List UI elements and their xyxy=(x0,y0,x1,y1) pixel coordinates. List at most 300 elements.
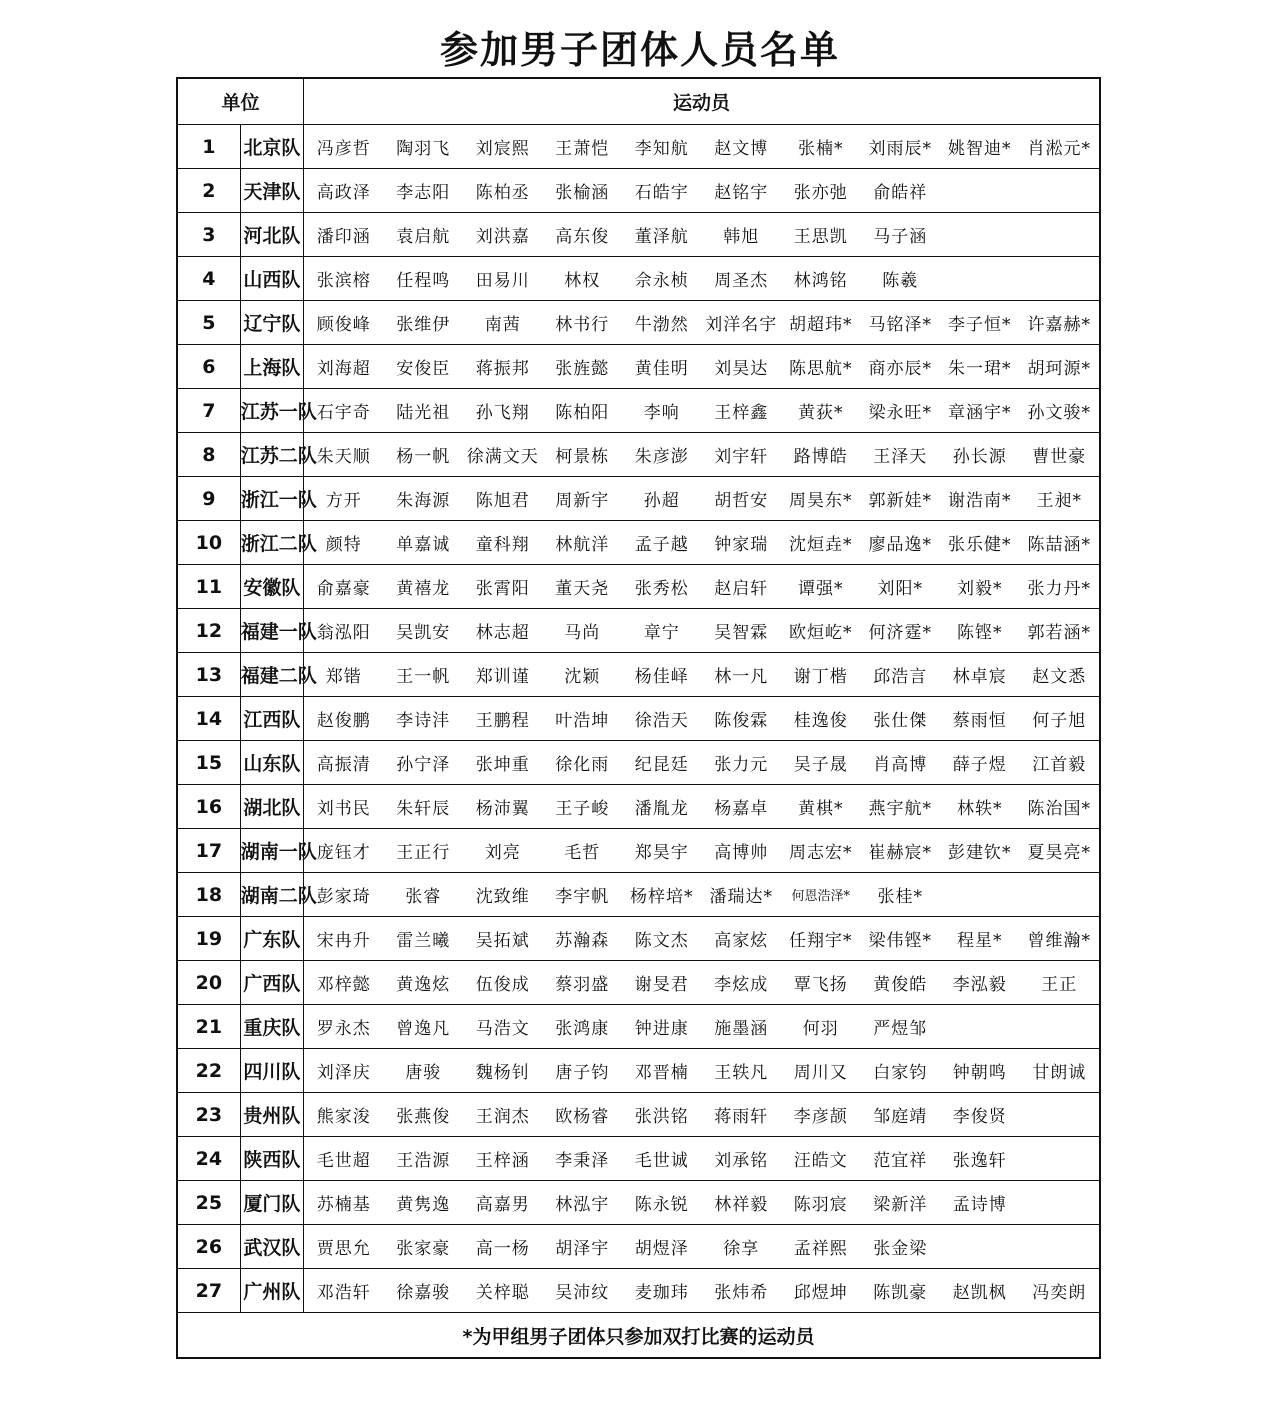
athlete-name: 吴凯安 xyxy=(396,623,451,643)
athlete-name: 朱彦澎 xyxy=(634,447,689,467)
athlete-name: 彭建钦* xyxy=(948,843,1012,863)
athlete-name: 张滨榕 xyxy=(316,271,371,291)
athlete-list xyxy=(304,1137,1101,1181)
table-row xyxy=(177,257,1100,301)
athlete-name: 刘亮 xyxy=(484,843,521,863)
athlete-name: 李泓毅 xyxy=(952,975,1007,995)
athlete-grid xyxy=(304,1181,1099,1224)
athlete-name: 张逸轩 xyxy=(952,1151,1007,1171)
athlete-name: 邓梓懿 xyxy=(316,975,371,995)
athlete-name: 郑昊宇 xyxy=(634,843,689,863)
athlete-name: 林权 xyxy=(564,271,601,291)
athlete-name: 任翔宇* xyxy=(789,931,853,951)
team-name: 四川队 xyxy=(240,1049,303,1093)
athlete-name: 邹庭靖 xyxy=(873,1107,928,1127)
athlete-name: 庞钰才 xyxy=(316,843,371,863)
athlete-name: 周志宏* xyxy=(789,843,853,863)
athlete-name: 梁新洋 xyxy=(873,1195,928,1215)
athlete-name: 毛世诚 xyxy=(634,1151,689,1171)
athlete-list xyxy=(304,433,1101,477)
athlete-name: 张乐健* xyxy=(948,535,1012,555)
athlete-name: 张霄阳 xyxy=(475,579,530,599)
athlete-name: 朱一珺* xyxy=(948,359,1012,379)
athlete-name: 马子涵 xyxy=(873,227,928,247)
athlete-name: 黄荻* xyxy=(798,403,844,423)
athlete-name: 周昊东* xyxy=(789,491,853,511)
athlete-name: 周圣杰 xyxy=(714,271,769,291)
athlete-list xyxy=(304,1269,1101,1313)
athlete-name: 刘书民 xyxy=(316,799,371,819)
athlete-name: 熊家浚 xyxy=(316,1107,371,1127)
athlete-name: 张力丹* xyxy=(1027,579,1091,599)
team-number: 21 xyxy=(177,1005,240,1049)
team-number: 19 xyxy=(177,917,240,961)
athlete-name: 徐化雨 xyxy=(555,755,610,775)
athlete-name: 叶浩坤 xyxy=(555,711,610,731)
athlete-name: 俞皓祥 xyxy=(873,183,928,203)
athlete-list xyxy=(304,169,1101,213)
roster-body xyxy=(177,125,1100,1313)
athlete-list xyxy=(304,1005,1101,1049)
team-name: 福建一队 xyxy=(240,609,303,653)
athlete-name: 张旌懿 xyxy=(555,359,610,379)
team-name: 江西队 xyxy=(240,697,303,741)
team-number: 15 xyxy=(177,741,240,785)
athlete-name: 何子旭 xyxy=(1032,711,1087,731)
athlete-grid xyxy=(304,1269,1099,1312)
team-number: 27 xyxy=(177,1269,240,1313)
athlete-name: 吴沛纹 xyxy=(555,1283,610,1303)
athlete-name: 廖品逸* xyxy=(868,535,932,555)
athlete-name: 颜特 xyxy=(325,535,362,555)
athlete-name: 陈柏阳 xyxy=(555,403,610,423)
athlete-name: 李俊贤 xyxy=(952,1107,1007,1127)
athlete-name: 欧杨睿 xyxy=(555,1107,610,1127)
athlete-name: 曹世豪 xyxy=(1032,447,1087,467)
athlete-list xyxy=(304,565,1101,609)
athlete-list xyxy=(304,917,1101,961)
athlete-name: 胡哲安 xyxy=(714,491,769,511)
team-number: 8 xyxy=(177,433,240,477)
team-name: 河北队 xyxy=(240,213,303,257)
table-row xyxy=(177,961,1100,1005)
athlete-name: 韩旭 xyxy=(723,227,760,247)
athlete-grid xyxy=(304,653,1099,696)
athlete-name: 陈铿* xyxy=(957,623,1003,643)
athlete-name: 章宁 xyxy=(643,623,680,643)
athlete-name: 董泽航 xyxy=(634,227,689,247)
athlete-name: 王鹏程 xyxy=(475,711,530,731)
athlete-name: 陈羽宸 xyxy=(793,1195,848,1215)
athlete-name: 欧烜屹* xyxy=(789,623,853,643)
team-number: 26 xyxy=(177,1225,240,1269)
athlete-name: 梁伟铿* xyxy=(868,931,932,951)
team-number: 12 xyxy=(177,609,240,653)
athlete-name: 高一杨 xyxy=(475,1239,530,1259)
athlete-name: 郭若涵* xyxy=(1027,623,1091,643)
athlete-name: 陶羽飞 xyxy=(396,139,451,159)
athlete-name: 陈文杰 xyxy=(634,931,689,951)
athlete-name: 王子峻 xyxy=(555,799,610,819)
team-name: 山西队 xyxy=(240,257,303,301)
table-row xyxy=(177,345,1100,389)
athlete-name: 张秀松 xyxy=(634,579,689,599)
athlete-list xyxy=(304,521,1101,565)
team-name: 广州队 xyxy=(240,1269,303,1313)
team-number: 24 xyxy=(177,1137,240,1181)
team-number: 3 xyxy=(177,213,240,257)
footnote-row xyxy=(177,1313,1100,1359)
athlete-name: 林泓宇 xyxy=(555,1195,610,1215)
athlete-grid xyxy=(304,917,1099,960)
athlete-name: 桂逸俊 xyxy=(793,711,848,731)
athlete-list xyxy=(304,1093,1101,1137)
athlete-list xyxy=(304,741,1101,785)
athlete-name: 陈旭君 xyxy=(475,491,530,511)
athlete-name: 路博皓 xyxy=(793,447,848,467)
athletes-header: 运动员 xyxy=(304,78,1101,125)
team-name: 辽宁队 xyxy=(240,301,303,345)
athlete-name: 姚智迪* xyxy=(948,139,1012,159)
athlete-name: 贾思允 xyxy=(316,1239,371,1259)
athlete-name: 李子恒* xyxy=(948,315,1012,335)
table-row xyxy=(177,917,1100,961)
team-name: 天津队 xyxy=(240,169,303,213)
table-row xyxy=(177,1269,1100,1313)
athlete-name: 燕宇航* xyxy=(868,799,932,819)
athlete-grid xyxy=(304,565,1099,608)
team-number: 6 xyxy=(177,345,240,389)
athlete-name: 陆光祖 xyxy=(396,403,451,423)
team-number: 16 xyxy=(177,785,240,829)
athlete-name: 沈烜垚* xyxy=(789,535,853,555)
athlete-name: 高东俊 xyxy=(555,227,610,247)
team-name: 江苏一队 xyxy=(240,389,303,433)
athlete-name: 张鸿康 xyxy=(555,1019,610,1039)
athlete-name: 胡珂源* xyxy=(1027,359,1091,379)
athlete-name: 张仕傑 xyxy=(873,711,928,731)
athlete-name: 孙飞翔 xyxy=(475,403,530,423)
table-row xyxy=(177,389,1100,433)
athlete-list xyxy=(304,829,1101,873)
team-name: 武汉队 xyxy=(240,1225,303,1269)
athlete-name: 王泽天 xyxy=(873,447,928,467)
athlete-name: 李诗沣 xyxy=(396,711,451,731)
athlete-name: 张坤重 xyxy=(475,755,530,775)
athlete-name: 杨沛翼 xyxy=(475,799,530,819)
athlete-name: 佘永桢 xyxy=(634,271,689,291)
team-name: 厦门队 xyxy=(240,1181,303,1225)
athlete-name: 林轶* xyxy=(957,799,1003,819)
athlete-name: 何羽 xyxy=(802,1019,839,1039)
athlete-name: 黄禧龙 xyxy=(396,579,451,599)
athlete-name: 黄棋* xyxy=(798,799,844,819)
athlete-name: 孙超 xyxy=(643,491,680,511)
team-number: 4 xyxy=(177,257,240,301)
athlete-list xyxy=(304,389,1101,433)
footnote: *为甲组男子团体只参加双打比赛的运动员 xyxy=(177,1313,1100,1359)
athlete-name: 石宇奇 xyxy=(316,403,371,423)
athlete-name: 郑训谨 xyxy=(475,667,530,687)
athlete-name: 冯奕朗 xyxy=(1032,1283,1087,1303)
athlete-name: 潘胤龙 xyxy=(634,799,689,819)
athlete-list xyxy=(304,609,1101,653)
athlete-name: 赵文博 xyxy=(714,139,769,159)
athlete-name: 林航洋 xyxy=(555,535,610,555)
athlete-name: 林祥毅 xyxy=(714,1195,769,1215)
athlete-name: 宋冉升 xyxy=(316,931,371,951)
athlete-name: 孙文骏* xyxy=(1027,403,1091,423)
athlete-name: 范宜祥 xyxy=(873,1151,928,1171)
athlete-name: 马尚 xyxy=(564,623,601,643)
athlete-name: 黄佳明 xyxy=(634,359,689,379)
roster-table xyxy=(176,77,1101,1359)
athlete-name: 李宇帆 xyxy=(555,887,610,907)
athlete-grid xyxy=(304,1049,1099,1092)
athlete-name: 蒋振邦 xyxy=(475,359,530,379)
athlete-grid xyxy=(304,1093,1099,1136)
athlete-name: 刘宸熙 xyxy=(475,139,530,159)
athlete-name: 潘瑞达* xyxy=(709,887,773,907)
team-number: 13 xyxy=(177,653,240,697)
table-row xyxy=(177,1225,1100,1269)
team-number: 2 xyxy=(177,169,240,213)
athlete-name: 林卓宸 xyxy=(952,667,1007,687)
team-name: 江苏二队 xyxy=(240,433,303,477)
team-name: 陕西队 xyxy=(240,1137,303,1181)
athlete-grid xyxy=(304,1225,1099,1268)
athlete-grid xyxy=(304,609,1099,652)
athlete-name: 杨梓培* xyxy=(630,887,694,907)
athlete-name: 邓浩轩 xyxy=(316,1283,371,1303)
team-name: 福建二队 xyxy=(240,653,303,697)
athlete-name: 王梓涵 xyxy=(475,1151,530,1171)
athlete-name: 崔赫宸* xyxy=(868,843,932,863)
table-row xyxy=(177,213,1100,257)
athlete-name: 赵俊鹏 xyxy=(316,711,371,731)
table-row xyxy=(177,829,1100,873)
athlete-name: 邓晋楠 xyxy=(634,1063,689,1083)
athlete-name: 胡泽宇 xyxy=(555,1239,610,1259)
athlete-name: 沈颖 xyxy=(564,667,601,687)
athlete-name: 赵启轩 xyxy=(714,579,769,599)
athlete-name: 刘洪嘉 xyxy=(475,227,530,247)
athlete-name: 董天尧 xyxy=(555,579,610,599)
athlete-name: 孙宁泽 xyxy=(396,755,451,775)
athlete-grid xyxy=(304,785,1099,828)
athlete-name: 陈俊霖 xyxy=(714,711,769,731)
athlete-list xyxy=(304,345,1101,389)
athlete-grid xyxy=(304,1005,1099,1048)
athlete-name: 南茜 xyxy=(484,315,521,335)
athlete-name: 林鸿铭 xyxy=(793,271,848,291)
athlete-name: 俞嘉豪 xyxy=(316,579,371,599)
athlete-name: 陈凯豪 xyxy=(873,1283,928,1303)
athlete-name: 刘阳* xyxy=(877,579,923,599)
athlete-name: 陈喆涵* xyxy=(1027,535,1091,555)
athlete-name: 王浩源 xyxy=(396,1151,451,1171)
athlete-grid xyxy=(304,1137,1099,1180)
athlete-name: 王润杰 xyxy=(475,1107,530,1127)
athlete-grid xyxy=(304,213,1099,256)
athlete-name: 刘宇轩 xyxy=(714,447,769,467)
athlete-name: 张楠* xyxy=(798,139,844,159)
athlete-name: 林一凡 xyxy=(714,667,769,687)
athlete-name: 甘朗诚 xyxy=(1032,1063,1087,1083)
athlete-name: 张维伊 xyxy=(396,315,451,335)
table-row xyxy=(177,433,1100,477)
athlete-name: 张力元 xyxy=(714,755,769,775)
athlete-name: 安俊臣 xyxy=(396,359,451,379)
table-row xyxy=(177,301,1100,345)
athlete-name: 谢旻君 xyxy=(634,975,689,995)
athlete-name: 赵凯枫 xyxy=(952,1283,1007,1303)
athlete-name: 伍俊成 xyxy=(475,975,530,995)
athlete-name: 石皓宇 xyxy=(634,183,689,203)
athlete-name: 邱浩言 xyxy=(873,667,928,687)
athlete-name: 王思凯 xyxy=(793,227,848,247)
athlete-grid xyxy=(304,873,1099,916)
athlete-list xyxy=(304,213,1101,257)
athlete-name: 汪皓文 xyxy=(793,1151,848,1171)
team-name: 山东队 xyxy=(240,741,303,785)
table-row xyxy=(177,1049,1100,1093)
team-name: 贵州队 xyxy=(240,1093,303,1137)
athlete-name: 方开 xyxy=(325,491,362,511)
athlete-name: 王轶凡 xyxy=(714,1063,769,1083)
athlete-list xyxy=(304,257,1101,301)
table-row xyxy=(177,873,1100,917)
athlete-name: 蒋雨轩 xyxy=(714,1107,769,1127)
athlete-name: 胡超玮* xyxy=(789,315,853,335)
athlete-name: 雷兰曦 xyxy=(396,931,451,951)
athlete-name: 彭家琦 xyxy=(316,887,371,907)
athlete-name: 李志阳 xyxy=(396,183,451,203)
team-name: 浙江二队 xyxy=(240,521,303,565)
table-row xyxy=(177,169,1100,213)
athlete-name: 王一帆 xyxy=(396,667,451,687)
team-number: 9 xyxy=(177,477,240,521)
athlete-name: 陈柏丞 xyxy=(475,183,530,203)
team-name: 重庆队 xyxy=(240,1005,303,1049)
athlete-name: 钟朝鸣 xyxy=(952,1063,1007,1083)
team-number: 10 xyxy=(177,521,240,565)
athlete-list xyxy=(304,1181,1101,1225)
athlete-list xyxy=(304,653,1101,697)
athlete-name: 王梓鑫 xyxy=(714,403,769,423)
athlete-name: 陈治国* xyxy=(1027,799,1091,819)
team-number: 23 xyxy=(177,1093,240,1137)
table-row xyxy=(177,1137,1100,1181)
athlete-name: 孟祥熙 xyxy=(793,1239,848,1259)
athlete-name: 黄逸炫 xyxy=(396,975,451,995)
athlete-list xyxy=(304,125,1101,169)
athlete-list xyxy=(304,961,1101,1005)
table-header-row xyxy=(177,78,1100,125)
athlete-name: 李知航 xyxy=(634,139,689,159)
athlete-name: 严煜邹 xyxy=(873,1019,928,1039)
table-row xyxy=(177,565,1100,609)
athlete-list xyxy=(304,1049,1101,1093)
athlete-grid xyxy=(304,257,1099,300)
table-row xyxy=(177,125,1100,169)
athlete-name: 王正 xyxy=(1041,975,1078,995)
team-number: 20 xyxy=(177,961,240,1005)
table-row xyxy=(177,521,1100,565)
athlete-name: 黄俊皓 xyxy=(873,975,928,995)
team-number: 14 xyxy=(177,697,240,741)
athlete-name: 何济霆* xyxy=(868,623,932,643)
athlete-name: 顾俊峰 xyxy=(316,315,371,335)
athlete-name: 张洪铭 xyxy=(634,1107,689,1127)
athlete-name: 关梓聪 xyxy=(475,1283,530,1303)
athlete-name: 魏杨钊 xyxy=(475,1063,530,1083)
team-name: 广西队 xyxy=(240,961,303,1005)
athlete-grid xyxy=(304,125,1099,168)
athlete-name: 苏瀚森 xyxy=(555,931,610,951)
athlete-name: 朱轩辰 xyxy=(396,799,451,819)
team-name: 安徽队 xyxy=(240,565,303,609)
athlete-name: 杨一帆 xyxy=(396,447,451,467)
athlete-name: 曾逸凡 xyxy=(396,1019,451,1039)
team-name: 湖北队 xyxy=(240,785,303,829)
athlete-grid xyxy=(304,345,1099,388)
athlete-name: 许嘉赫* xyxy=(1027,315,1091,335)
athlete-name: 吴智霖 xyxy=(714,623,769,643)
table-row xyxy=(177,697,1100,741)
team-number: 25 xyxy=(177,1181,240,1225)
athlete-name: 王昶* xyxy=(1036,491,1082,511)
athlete-name: 白家钧 xyxy=(873,1063,928,1083)
athlete-name: 谭强* xyxy=(798,579,844,599)
athlete-name: 刘毅* xyxy=(957,579,1003,599)
team-number: 1 xyxy=(177,125,240,169)
athlete-name: 程星* xyxy=(957,931,1003,951)
athlete-name: 杨佳峄 xyxy=(634,667,689,687)
athlete-list xyxy=(304,1225,1101,1269)
athlete-name: 谢浩南* xyxy=(948,491,1012,511)
athlete-name: 唐子钧 xyxy=(555,1063,610,1083)
athlete-name: 麦珈玮 xyxy=(634,1283,689,1303)
athlete-name: 商亦辰* xyxy=(868,359,932,379)
athlete-name: 张睿 xyxy=(405,887,442,907)
page-title: 参加男子团体人员名单 xyxy=(439,28,840,72)
team-name: 北京队 xyxy=(240,125,303,169)
athlete-name: 陈思航* xyxy=(789,359,853,379)
athlete-name: 胡煜泽 xyxy=(634,1239,689,1259)
athlete-list xyxy=(304,477,1101,521)
team-name: 湖南一队 xyxy=(240,829,303,873)
athlete-name: 蔡羽盛 xyxy=(555,975,610,995)
athlete-name: 陈羲 xyxy=(882,271,919,291)
athlete-name: 吴拓斌 xyxy=(475,931,530,951)
unit-header: 单位 xyxy=(177,78,304,125)
athlete-name: 徐嘉骏 xyxy=(396,1283,451,1303)
athlete-name: 杨嘉卓 xyxy=(714,799,769,819)
athlete-name: 张炜希 xyxy=(714,1283,769,1303)
athlete-name: 田易川 xyxy=(475,271,530,291)
athlete-name: 林书行 xyxy=(555,315,610,335)
athlete-name: 钟家瑞 xyxy=(714,535,769,555)
athlete-name: 郑锴 xyxy=(325,667,362,687)
athlete-grid xyxy=(304,697,1099,740)
athlete-name: 刘洋名宇 xyxy=(705,315,778,335)
athlete-grid xyxy=(304,169,1099,212)
athlete-name: 李炫成 xyxy=(714,975,769,995)
table-row xyxy=(177,1181,1100,1225)
athlete-name: 张燕俊 xyxy=(396,1107,451,1127)
athlete-name: 章涵宇* xyxy=(948,403,1012,423)
